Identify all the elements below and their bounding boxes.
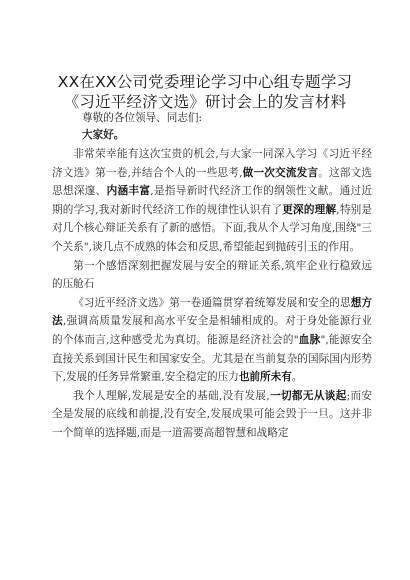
body-text-segment: ,是指导新时代经济工作的纲领性文献。通过近期的学习,我对新时代经济工作的规律性认识有了 [52, 185, 373, 216]
paragraph-personal-understanding [52, 387, 372, 443]
body-text-segment: 第一个感悟深刻把握发展与安全的辩证关系,筑牢企业行稳致远的压舱石 [52, 259, 372, 291]
paragraph-intro [52, 145, 372, 257]
body-text-segment: 《习近平经济文选》第一卷通篇贯穿着统筹发展和安全的思 [73, 296, 351, 309]
body-text [52, 145, 372, 443]
emphasis-text: 想方法 [52, 296, 373, 328]
paragraph-development-security [52, 294, 372, 387]
body-text-segment: 。 [291, 371, 303, 384]
emphasis-text: 更深的理解 [282, 203, 337, 216]
body-text-segment: ",能源安全直接关系到国计民生和国家安全。尤其是在当前复杂的国际国内形势下,发展的任务异常繁重,安全稳定的压力 [52, 333, 372, 384]
document-title-line-1: XX在XX公司党委理论学习中心组专题学习 [57, 73, 353, 91]
body-text-segment: ;而安全是发展的底线和前提,没有安全,发展成果可能会毁于一旦。这并非一个简单的选择题,而是一道需要高超智慧和战略定 [52, 389, 372, 439]
body-text-segment: ,特别是对几个核心辩证关系有了新的感悟。下面,我从个人学习角度,围绕"三个关系",谈几点不成熟的体会和反思,希望能起到抛砖引玉的作用。 [52, 203, 373, 253]
emphasis-text: 也前所未有 [238, 371, 292, 384]
paragraph-section-heading [52, 257, 372, 294]
greeting: 大家好。 [82, 129, 125, 141]
emphasis-text: 内涵丰富 [106, 185, 151, 198]
salutation: 尊敬的各位领导、同志们: [82, 112, 203, 124]
document-title-line-2: 《习近平经济文选》研讨会上的发言材料 [63, 93, 347, 111]
emphasis-text: 做一次交流发言 [242, 166, 319, 179]
body-text-segment: 我个人理解,发展是安全的基础,没有发展, [73, 389, 270, 402]
body-text-segment: 非常荣幸能有这次宝贵的机会,与大家一同深入学习《习近平经济文选》第一卷,并结合个人的一些思考, [52, 148, 372, 179]
emphasis-text: 一切都无从谈起 [269, 389, 347, 402]
body-text-segment: ,强调高质量发展和高水平安全是相辅相成的。对于身处能源行业的个体而言,这种感受尤为真切。能源是经济社会的" [52, 315, 372, 346]
emphasis-text: 血脉 [298, 333, 321, 346]
body-text-segment: 。这部文选思想深邃、 [52, 166, 373, 198]
